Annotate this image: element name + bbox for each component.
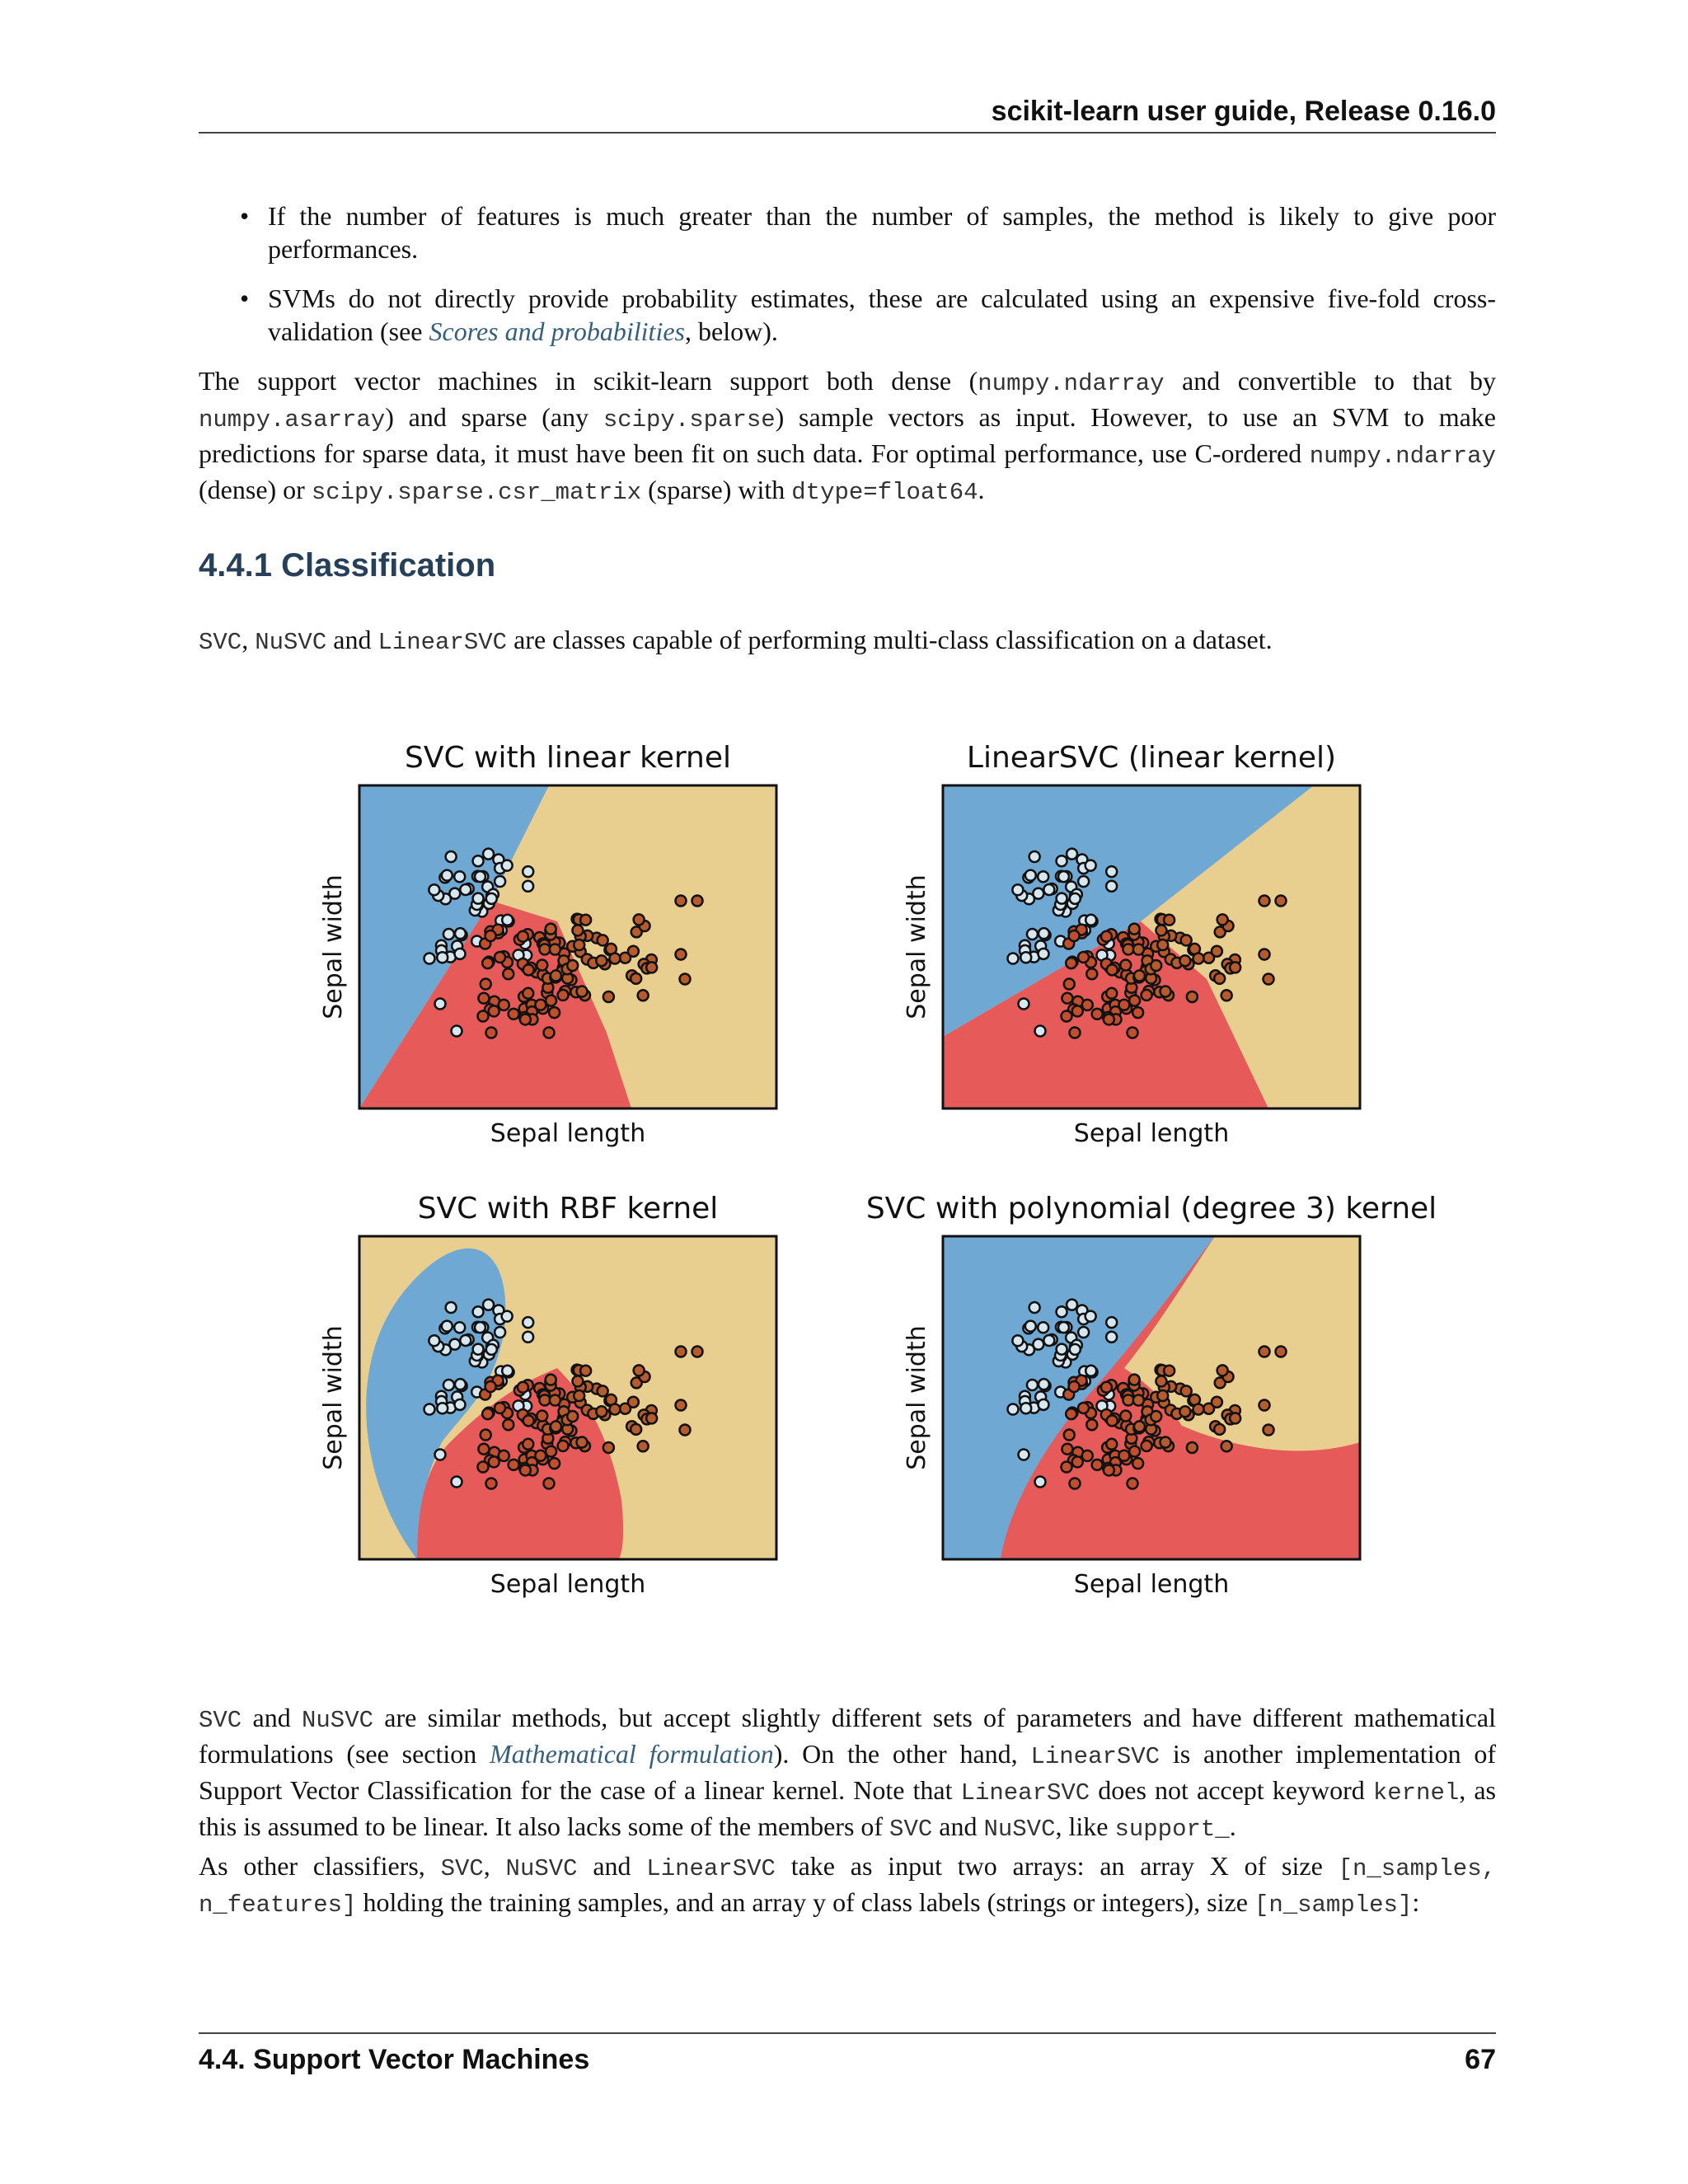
data-point-class2 [1133, 1395, 1144, 1406]
data-point-class2 [577, 987, 588, 997]
data-point-class0 [1027, 929, 1038, 940]
data-point-class0 [442, 870, 452, 881]
data-point-class1 [1070, 1479, 1081, 1489]
data-point-class2 [676, 1347, 687, 1357]
data-point-class0 [1025, 870, 1036, 881]
data-point-class0 [495, 876, 505, 887]
data-point-class1 [486, 1479, 497, 1489]
data-point-class2 [572, 925, 583, 935]
data-point-class1 [518, 1382, 528, 1393]
data-point-class0 [435, 1450, 446, 1460]
data-point-class0 [443, 929, 454, 940]
data-point-class2 [680, 974, 691, 985]
data-point-class1 [523, 988, 533, 999]
data-point-class1 [503, 1419, 513, 1430]
paragraph-inputs: As other classifiers, SVC, NuSVC and LinearSVC take as input two arrays: an array X of size [n_samples, n_features] holding the training samples, and an array y of class labels (strings or integers), size [n_samples]: [199, 1851, 1497, 1919]
data-point-class2 [1123, 944, 1133, 954]
data-point-class2 [631, 1424, 641, 1435]
bullet-list [199, 199, 1496, 348]
data-point-class2 [1187, 991, 1198, 1002]
data-point-class2 [539, 944, 550, 954]
data-point-class0 [1008, 954, 1019, 964]
data-point-class1 [1069, 1381, 1080, 1392]
data-point-class1 [503, 968, 513, 979]
data-point-class1 [1069, 930, 1080, 941]
data-point-class1 [558, 1441, 569, 1451]
data-point-class0 [473, 1344, 484, 1355]
data-point-class2 [1214, 973, 1225, 984]
data-point-class1 [485, 1381, 496, 1392]
data-point-class0 [452, 1477, 462, 1488]
data-point-class0 [483, 849, 494, 860]
data-point-class1 [509, 1009, 519, 1019]
data-point-class1 [1118, 1451, 1129, 1461]
data-point-class2 [1212, 946, 1222, 957]
data-point-class2 [680, 1425, 691, 1436]
data-point-class2 [634, 914, 645, 925]
panel-title: SVC with RBF kernel [417, 1192, 719, 1226]
data-point-class1 [546, 996, 556, 1006]
data-point-class1 [1129, 1446, 1140, 1457]
data-point-class2 [546, 1375, 556, 1385]
data-point-class2 [551, 1421, 561, 1432]
data-point-class2 [1134, 970, 1145, 981]
data-point-class1 [486, 1028, 497, 1038]
running-header: scikit-learn user guide, Release 0.16.0 [199, 91, 1496, 134]
data-point-class1 [1086, 968, 1097, 979]
data-point-class1 [1066, 958, 1076, 968]
data-point-class2 [628, 946, 639, 957]
data-point-class1 [1128, 1479, 1138, 1489]
data-point-class1 [1066, 1408, 1076, 1419]
data-point-class2 [551, 970, 561, 981]
data-point-class0 [1039, 1379, 1049, 1390]
data-point-class1 [535, 1451, 546, 1461]
data-point-class1 [523, 1415, 534, 1426]
data-point-class2 [646, 1413, 657, 1423]
data-point-class1 [1120, 1411, 1131, 1422]
data-point-class2 [1179, 955, 1190, 966]
data-point-class0 [1029, 1302, 1040, 1313]
data-point-class2 [1259, 1400, 1270, 1411]
data-point-class1 [1092, 1009, 1103, 1019]
data-point-class0 [455, 1399, 466, 1410]
plot-panel-1 [319, 741, 776, 1148]
data-point-class1 [499, 1451, 509, 1461]
data-point-class0 [455, 928, 466, 939]
data-point-class1 [495, 952, 505, 963]
data-point-class0 [1057, 1306, 1067, 1317]
data-point-class2 [1276, 896, 1287, 907]
data-point-class0 [1058, 1322, 1069, 1333]
data-point-class2 [646, 962, 657, 972]
page-footer [199, 2032, 1496, 2076]
data-point-class0 [1038, 871, 1048, 882]
data-point-class1 [558, 990, 569, 1001]
data-point-class2 [1264, 1425, 1274, 1436]
data-point-class1 [1072, 1005, 1083, 1016]
data-point-class2 [1221, 1441, 1232, 1451]
data-point-class1 [549, 1007, 560, 1018]
data-point-class2 [1259, 1347, 1270, 1357]
data-point-class1 [1072, 1456, 1083, 1467]
data-point-class0 [460, 884, 471, 895]
x-axis-label: Sepal length [490, 1119, 646, 1148]
data-point-class1 [520, 1014, 531, 1024]
data-point-class2 [1187, 1442, 1198, 1453]
data-point-class2 [1212, 1397, 1222, 1408]
data-point-class2 [1129, 924, 1140, 935]
data-point-class2 [1193, 954, 1204, 964]
data-point-class0 [460, 1335, 471, 1346]
data-point-class2 [1230, 962, 1240, 972]
data-point-class1 [1128, 1028, 1138, 1038]
data-point-class0 [523, 881, 533, 892]
data-point-class1 [1062, 1011, 1072, 1022]
data-point-class1 [1101, 931, 1112, 942]
data-point-class0 [1106, 1332, 1117, 1343]
data-point-class0 [455, 1379, 466, 1390]
data-point-class0 [502, 1311, 513, 1322]
data-point-class0 [502, 915, 513, 926]
data-point-class1 [478, 1462, 489, 1473]
data-point-class0 [429, 884, 439, 895]
data-point-class0 [1058, 871, 1069, 882]
data-point-class2 [634, 1365, 645, 1376]
data-point-class2 [638, 990, 649, 1001]
list-item: • If the number of features is much greater than the number of samples, the method is likely to give poor performances. [240, 201, 1496, 264]
data-point-class2 [1123, 1394, 1133, 1405]
data-point-class0 [1038, 1322, 1048, 1333]
data-point-class1 [1104, 1465, 1114, 1475]
data-point-class2 [692, 1347, 703, 1357]
data-point-class2 [1276, 1347, 1287, 1357]
data-point-class0 [446, 851, 457, 862]
data-point-class2 [1164, 915, 1175, 926]
x-axis-label: Sepal length [1073, 1570, 1230, 1599]
data-point-class0 [1019, 999, 1029, 1010]
data-point-class2 [676, 896, 687, 907]
data-point-class0 [455, 949, 466, 959]
data-point-class1 [1078, 952, 1089, 963]
data-point-class1 [1107, 1415, 1118, 1426]
data-point-class2 [610, 1404, 621, 1415]
data-point-class1 [1082, 1000, 1093, 1010]
data-point-class0 [1057, 1344, 1067, 1355]
data-point-class0 [523, 1332, 533, 1343]
data-point-class0 [473, 893, 484, 904]
paragraph-input-types: The support vector machines in scikit-learn support both dense (numpy.ndarray and convertible to that by numpy.asarray) and sparse (any scipy.sparse) sample vectors as input. However, to use an SVM to make predictions for sparse data, it must have been fit on such data. For optimal performance, use C-ordered numpy.ndarray (dense) or scipy.sparse.csr_matrix (sparse) with dtype=float64. [199, 366, 1497, 506]
data-point-class2 [577, 1437, 588, 1448]
y-axis-label: Sepal width [319, 1325, 348, 1470]
data-point-class0 [437, 1403, 448, 1413]
data-point-class2 [1129, 1375, 1140, 1385]
bullet-icon: • [240, 201, 250, 231]
data-point-class0 [424, 954, 435, 964]
data-point-class0 [1043, 1335, 1054, 1346]
data-point-class1 [481, 1430, 491, 1441]
data-point-class1 [1064, 979, 1075, 990]
data-point-class1 [495, 1403, 505, 1413]
paragraph-classes: SVC, NuSVC and LinearSVC are classes capable of performing multi-class classification on a dataset. [199, 625, 1273, 656]
data-point-class0 [483, 1300, 494, 1310]
data-point-class1 [1078, 1403, 1089, 1413]
data-point-class1 [544, 1479, 555, 1489]
data-point-class0 [495, 1327, 505, 1338]
data-point-class2 [1151, 1411, 1161, 1422]
data-point-class0 [1085, 860, 1096, 871]
data-point-class2 [1214, 1424, 1225, 1435]
data-point-class0 [1057, 855, 1067, 866]
data-point-class0 [523, 1317, 533, 1328]
data-point-class1 [1142, 990, 1152, 1001]
data-point-class1 [1082, 1451, 1093, 1461]
data-point-class2 [567, 960, 578, 971]
data-point-class2 [1217, 1365, 1228, 1376]
data-point-class1 [1120, 960, 1131, 971]
paragraph-svc-nusvc: SVC and NuSVC are similar methods, but accept slightly different sets of parameters and have different mathematical formulations (see section Mathematical formulation). On the other hand, LinearSVC is another implementation of Support Vector Classification for the case of a linear kernel. Note that LinearSVC does not accept keyword kernel, as this is assumed to be linear. It also lacks some of the members of SVC and NuSVC, like support_. [199, 1703, 1497, 1843]
data-point-class0 [442, 1321, 452, 1332]
data-point-class0 [475, 1322, 485, 1333]
data-point-class0 [1035, 1026, 1046, 1037]
plot-panel-2 [903, 741, 1360, 1148]
data-point-class2 [546, 924, 556, 935]
data-point-class1 [1132, 1458, 1143, 1469]
data-point-class2 [676, 1400, 687, 1411]
data-point-class0 [1057, 893, 1067, 904]
x-axis-label: Sepal length [490, 1570, 646, 1599]
data-point-class0 [1020, 1403, 1031, 1413]
data-point-class2 [574, 1390, 584, 1401]
data-point-class0 [473, 855, 484, 866]
data-point-class1 [537, 1411, 547, 1422]
data-point-class1 [1106, 988, 1117, 999]
data-point-class2 [550, 944, 560, 955]
data-point-class1 [537, 960, 547, 971]
data-point-class2 [1193, 1404, 1204, 1415]
data-point-class1 [520, 1465, 531, 1475]
data-point-class1 [1092, 1460, 1103, 1470]
data-point-class0 [1067, 849, 1077, 860]
data-point-class0 [1106, 866, 1117, 877]
data-point-class0 [1070, 893, 1081, 904]
data-point-class0 [1106, 881, 1117, 892]
data-point-class2 [574, 940, 584, 950]
data-point-class0 [449, 888, 460, 899]
link-scores-probabilities[interactable]: Scores and probabilities [429, 316, 685, 346]
data-point-class1 [489, 1005, 499, 1016]
data-point-class1 [478, 1011, 489, 1022]
data-point-class0 [523, 866, 533, 877]
data-point-class2 [1264, 974, 1274, 985]
data-point-class1 [1132, 1007, 1143, 1018]
data-point-class0 [1043, 884, 1054, 895]
y-axis-label: Sepal width [319, 874, 348, 1019]
data-point-class0 [452, 1026, 462, 1037]
data-point-class1 [1101, 1382, 1112, 1393]
data-point-class2 [1160, 1437, 1171, 1448]
data-point-class0 [1029, 851, 1040, 862]
panel-title: SVC with polynomial (degree 3) kernel [865, 1192, 1437, 1226]
data-point-class1 [509, 1460, 519, 1470]
data-point-class1 [523, 1439, 533, 1450]
data-point-class1 [1062, 1462, 1072, 1473]
data-point-class0 [1035, 1477, 1046, 1488]
data-point-class0 [1078, 876, 1089, 887]
data-point-class2 [603, 991, 614, 1002]
data-point-class2 [1151, 960, 1161, 971]
link-mathematical-formulation[interactable]: Mathematical formulation [490, 1739, 774, 1769]
data-point-class0 [1012, 884, 1023, 895]
data-point-class1 [1064, 1430, 1075, 1441]
data-point-class2 [596, 955, 607, 966]
data-point-class2 [1156, 1376, 1166, 1386]
data-point-class0 [1033, 1339, 1043, 1350]
panel-title: LinearSVC (linear kernel) [966, 741, 1337, 775]
data-point-class2 [580, 915, 591, 926]
data-point-class0 [1033, 888, 1043, 899]
footer-section: 4.4. Support Vector Machines [199, 2044, 590, 2075]
data-point-class0 [1019, 1450, 1029, 1460]
data-point-class1 [1062, 993, 1072, 1004]
data-point-class1 [478, 1444, 489, 1455]
data-point-class2 [539, 1394, 550, 1405]
data-point-class2 [1156, 925, 1166, 935]
data-point-class2 [1181, 935, 1192, 945]
data-point-class0 [502, 860, 513, 871]
data-point-class0 [424, 1404, 435, 1415]
panel-title: SVC with linear kernel [405, 741, 731, 775]
data-point-class0 [429, 1335, 439, 1346]
data-point-class2 [598, 935, 608, 945]
data-point-class0 [1039, 1399, 1049, 1410]
data-point-class2 [1221, 990, 1232, 1001]
data-point-class1 [482, 1408, 493, 1419]
x-axis-label: Sepal length [1073, 1119, 1230, 1148]
data-point-class2 [550, 1395, 560, 1406]
data-point-class2 [1181, 1385, 1192, 1396]
data-point-class0 [1070, 1344, 1081, 1355]
figure-canvas [313, 725, 1484, 1615]
data-point-class0 [1085, 1366, 1096, 1376]
data-point-class1 [523, 964, 534, 975]
y-axis-label: Sepal width [903, 1325, 931, 1470]
data-point-class0 [1085, 915, 1096, 926]
data-point-class0 [1085, 1311, 1096, 1322]
data-point-class0 [473, 1306, 484, 1317]
data-point-class1 [1107, 964, 1118, 975]
data-point-class0 [437, 952, 448, 963]
y-axis-label: Sepal width [903, 874, 931, 1019]
data-point-class1 [1086, 1419, 1097, 1430]
data-point-class0 [1039, 949, 1049, 959]
page-number: 67 [1465, 2044, 1496, 2075]
data-point-class1 [544, 1028, 555, 1038]
data-point-class2 [598, 1385, 608, 1396]
data-point-class2 [676, 949, 687, 960]
data-point-class2 [1259, 896, 1270, 907]
data-point-class2 [596, 1406, 607, 1417]
data-point-class0 [502, 1366, 513, 1376]
data-point-class1 [499, 1000, 509, 1010]
data-point-class2 [603, 1442, 614, 1453]
data-point-class1 [518, 931, 528, 942]
data-point-class1 [1104, 1014, 1114, 1024]
data-point-class0 [475, 871, 485, 882]
data-point-class1 [478, 993, 489, 1004]
data-point-class0 [1008, 1404, 1019, 1415]
data-point-class0 [1027, 1380, 1038, 1390]
data-point-class1 [1129, 996, 1140, 1006]
data-point-class0 [486, 893, 497, 904]
data-point-class2 [638, 1441, 649, 1451]
data-point-class1 [485, 930, 496, 941]
data-point-class1 [1070, 1028, 1081, 1038]
data-point-class2 [1134, 1421, 1145, 1432]
data-point-class0 [1106, 1317, 1117, 1328]
data-point-class2 [572, 1376, 583, 1386]
data-point-class1 [1106, 1439, 1117, 1450]
data-point-class0 [1039, 928, 1049, 939]
data-point-class0 [1020, 952, 1031, 963]
data-point-class1 [489, 1456, 499, 1467]
plot-panel-4 [866, 1192, 1437, 1599]
data-point-class0 [1025, 1321, 1036, 1332]
data-point-class1 [481, 979, 491, 990]
data-point-class0 [449, 1339, 460, 1350]
data-point-class1 [546, 1446, 556, 1457]
data-point-class0 [1012, 1335, 1023, 1346]
data-point-class2 [610, 954, 621, 964]
section-title: 4.4.1 Classification [199, 547, 496, 583]
data-point-class2 [580, 1366, 591, 1376]
data-point-class0 [435, 999, 446, 1010]
data-point-class1 [482, 958, 493, 968]
data-point-class0 [486, 1344, 497, 1355]
data-point-class2 [628, 1397, 639, 1408]
data-point-class2 [1230, 1413, 1240, 1423]
data-point-class1 [1142, 1441, 1152, 1451]
data-point-class1 [549, 1458, 560, 1469]
data-point-class2 [1217, 914, 1228, 925]
data-point-class1 [1118, 1000, 1129, 1010]
data-point-class0 [1067, 1300, 1077, 1310]
data-point-class2 [1157, 1390, 1168, 1401]
bullet-icon: • [240, 284, 250, 313]
data-point-class2 [631, 973, 641, 984]
data-point-class1 [1062, 1444, 1072, 1455]
list-item: • SVMs do not directly provide probability estimates, these are calculated using an expensive five-fold cross-validation (see Scores and probabilities, below). [240, 284, 1496, 346]
svm-decision-boundary-figure [313, 725, 1484, 1615]
data-point-class2 [567, 1411, 578, 1422]
data-point-class2 [1179, 1406, 1190, 1417]
data-point-class0 [443, 1380, 454, 1390]
data-point-class2 [1160, 987, 1171, 997]
data-point-class1 [535, 1000, 546, 1010]
data-point-class0 [454, 1322, 465, 1333]
data-point-class2 [692, 896, 703, 907]
data-point-class0 [446, 1302, 457, 1313]
data-point-class0 [454, 871, 465, 882]
data-point-class2 [1259, 949, 1270, 960]
data-point-class2 [1164, 1366, 1175, 1376]
data-point-class2 [1157, 940, 1168, 950]
plot-panel-3 [319, 1192, 776, 1599]
data-point-class0 [1078, 1327, 1089, 1338]
data-point-class2 [1133, 944, 1144, 955]
